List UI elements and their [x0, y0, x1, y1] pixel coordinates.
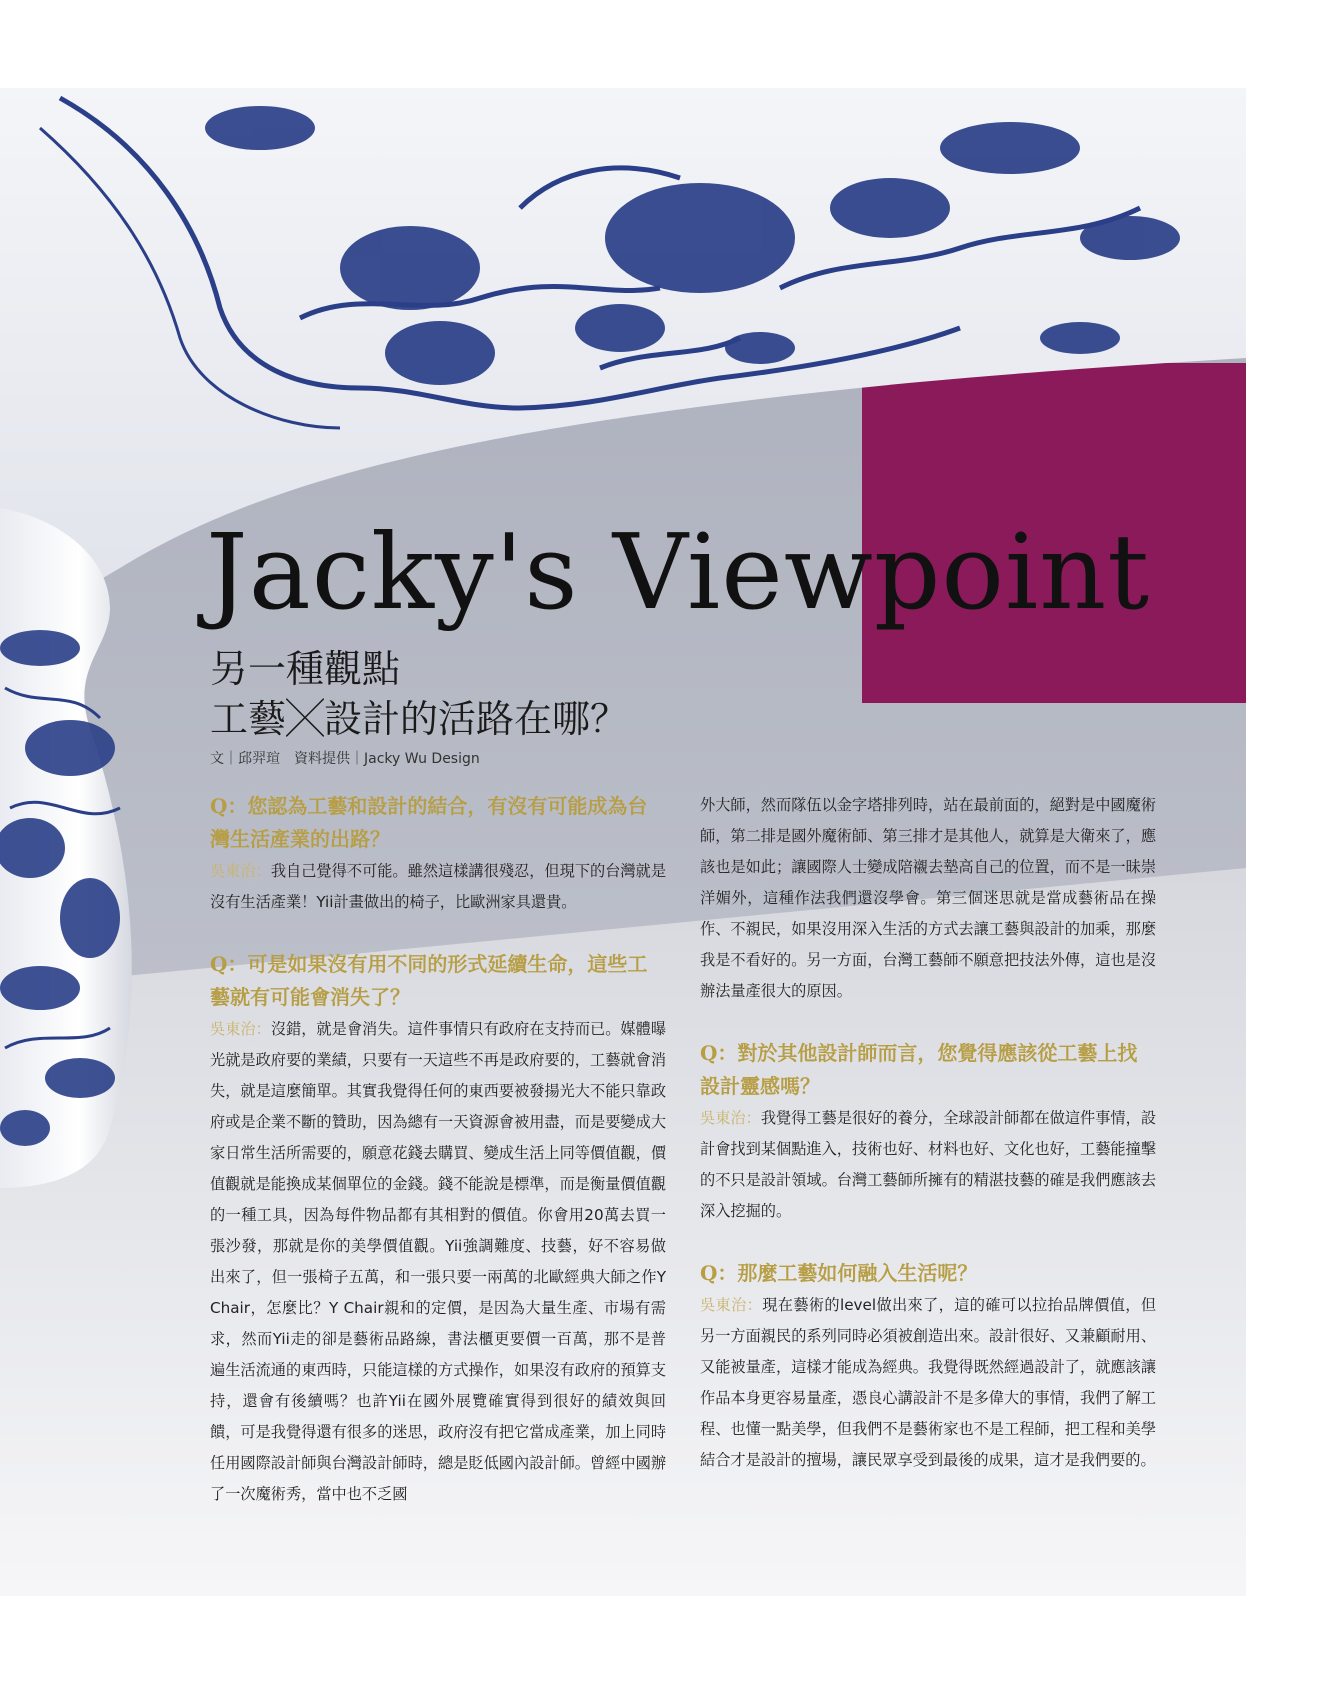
left-column — [210, 790, 666, 1510]
answer-1 — [210, 856, 666, 918]
answer-4 — [700, 1290, 1156, 1476]
question-2: Q：可是如果沒有用不同的形式延續生命，這些工藝就有可能會消失了？ — [210, 952, 648, 1009]
answer-2-continued: 外大師，然而隊伍以金字塔排列時，站在最前面的，絕對是中國魔術師，第二排是國外魔術師、第三排才是其他人，就算是大衛來了，應該也是如此；讓國際人士變成陪襯去墊高自己的位置，而不是一昧崇洋媚外，這種作法我們還沒學會。第三個迷思就是當成藝術品在操作、不親民，如果沒用深入生活的方式去讓工藝與設計的加乘，那麼我是不看好的。另一方面，台灣工藝師不願意把技法外傳，這也是沒辦法量產很大的原因。 — [700, 796, 1156, 1000]
article-subtitle-line1: 另一種觀點 — [210, 647, 401, 691]
answer-1-text: 我自己覺得不可能。雖然這樣講很殘忍，但現下的台灣就是沒有生活產業！Yii計畫做出的椅子，比歐洲家具還貴。 — [210, 862, 667, 911]
answer-3-speaker: 吳東治： — [700, 1109, 761, 1127]
answer-3-text: 我覺得工藝是很好的養分，全球設計師都在做這件事情，設計會找到某個點進入，技術也好、材料也好、文化也好，工藝能撞擊的不只是設計領域。台灣工藝師所擁有的精湛技藝的確是我們應該去深入挖掘的。 — [700, 1109, 1157, 1220]
question-4: Q：那麼工藝如何融入生活呢？ — [700, 1261, 978, 1285]
right-column — [700, 790, 1156, 1476]
article-credit: 文｜邱羿瑄 資料提供｜Jacky Wu Design — [210, 751, 480, 767]
answer-3 — [700, 1103, 1156, 1227]
answer-4-speaker: 吳東治： — [700, 1296, 763, 1314]
answer-4-text: 現在藝術的level做出來了，這的確可以拉抬品牌價值，但另一方面親民的系列同時必須被創造出來。設計很好、又兼顧耐用、又能被量產，這樣才能成為經典。我覺得既然經過設計了，就應該讓作品本身更容易量產，憑良心講設計不是多偉大的事情，我們了解工程、也懂一點美學，但我們不是藝術家也不是工程師，把工程和美學結合才是設計的擅場，讓民眾享受到最後的成果，這才是我們要的。 — [700, 1296, 1157, 1469]
question-1: Q：您認為工藝和設計的結合，有沒有可能成為台灣生活產業的出路？ — [210, 794, 648, 851]
article-title: Jacky's Viewpoint — [206, 511, 1151, 633]
answer-2-text: 沒錯，就是會消失。這件事情只有政府在支持而已。媒體曝光就是政府要的業績，只要有一天這些不再是政府要的，工藝就會消失，就是這麼簡單。其實我覺得任何的東西要被發揚光大不能只靠政府或是企業不斷的贊助，因為總有一天資源會被用盡，而是要變成大家日常生活所需要的，願意花錢去購買、變成生活上同等價值觀，價值觀就是能換成某個單位的金錢。錢不能說是標準，而是衡量價值觀的一種工具，因為每件物品都有其相對的價值。你會用20萬去買一張沙發，那就是你的美學價值觀。Yii強調難度、技藝，好不容易做出來了，但一張椅子五萬，和一張只要一兩萬的北歐經典大師之作Y Chair，怎麼比？Y Chair親和的定價，是因為大量生產、市場有需求，然而Yii走的卻是藝術品路線，書法櫃更要價一百萬，那不是普遍生活流通的東西時，只能這樣的方式操作，如果沒有政府的預算支持，還會有後續嗎？也許Yii在國外展覽確實得到很好的績效與回饋，可是我覺得還有很多的迷思，政府沒有把它當成產業，加上同時任用國際設計師與台灣設計師時，總是貶低國內設計師。曾經中國辦了一次魔術秀，當中也不乏國 — [210, 1020, 667, 1503]
question-3: Q：對於其他設計師而言，您覺得應該從工藝上找設計靈感嗎？ — [700, 1041, 1138, 1098]
article-subtitle-line2: 工藝╳設計的活路在哪？ — [210, 697, 629, 741]
answer-1-speaker: 吳東治： — [210, 862, 271, 880]
answer-2-speaker: 吳東治： — [210, 1020, 271, 1038]
answer-2 — [210, 1014, 666, 1510]
